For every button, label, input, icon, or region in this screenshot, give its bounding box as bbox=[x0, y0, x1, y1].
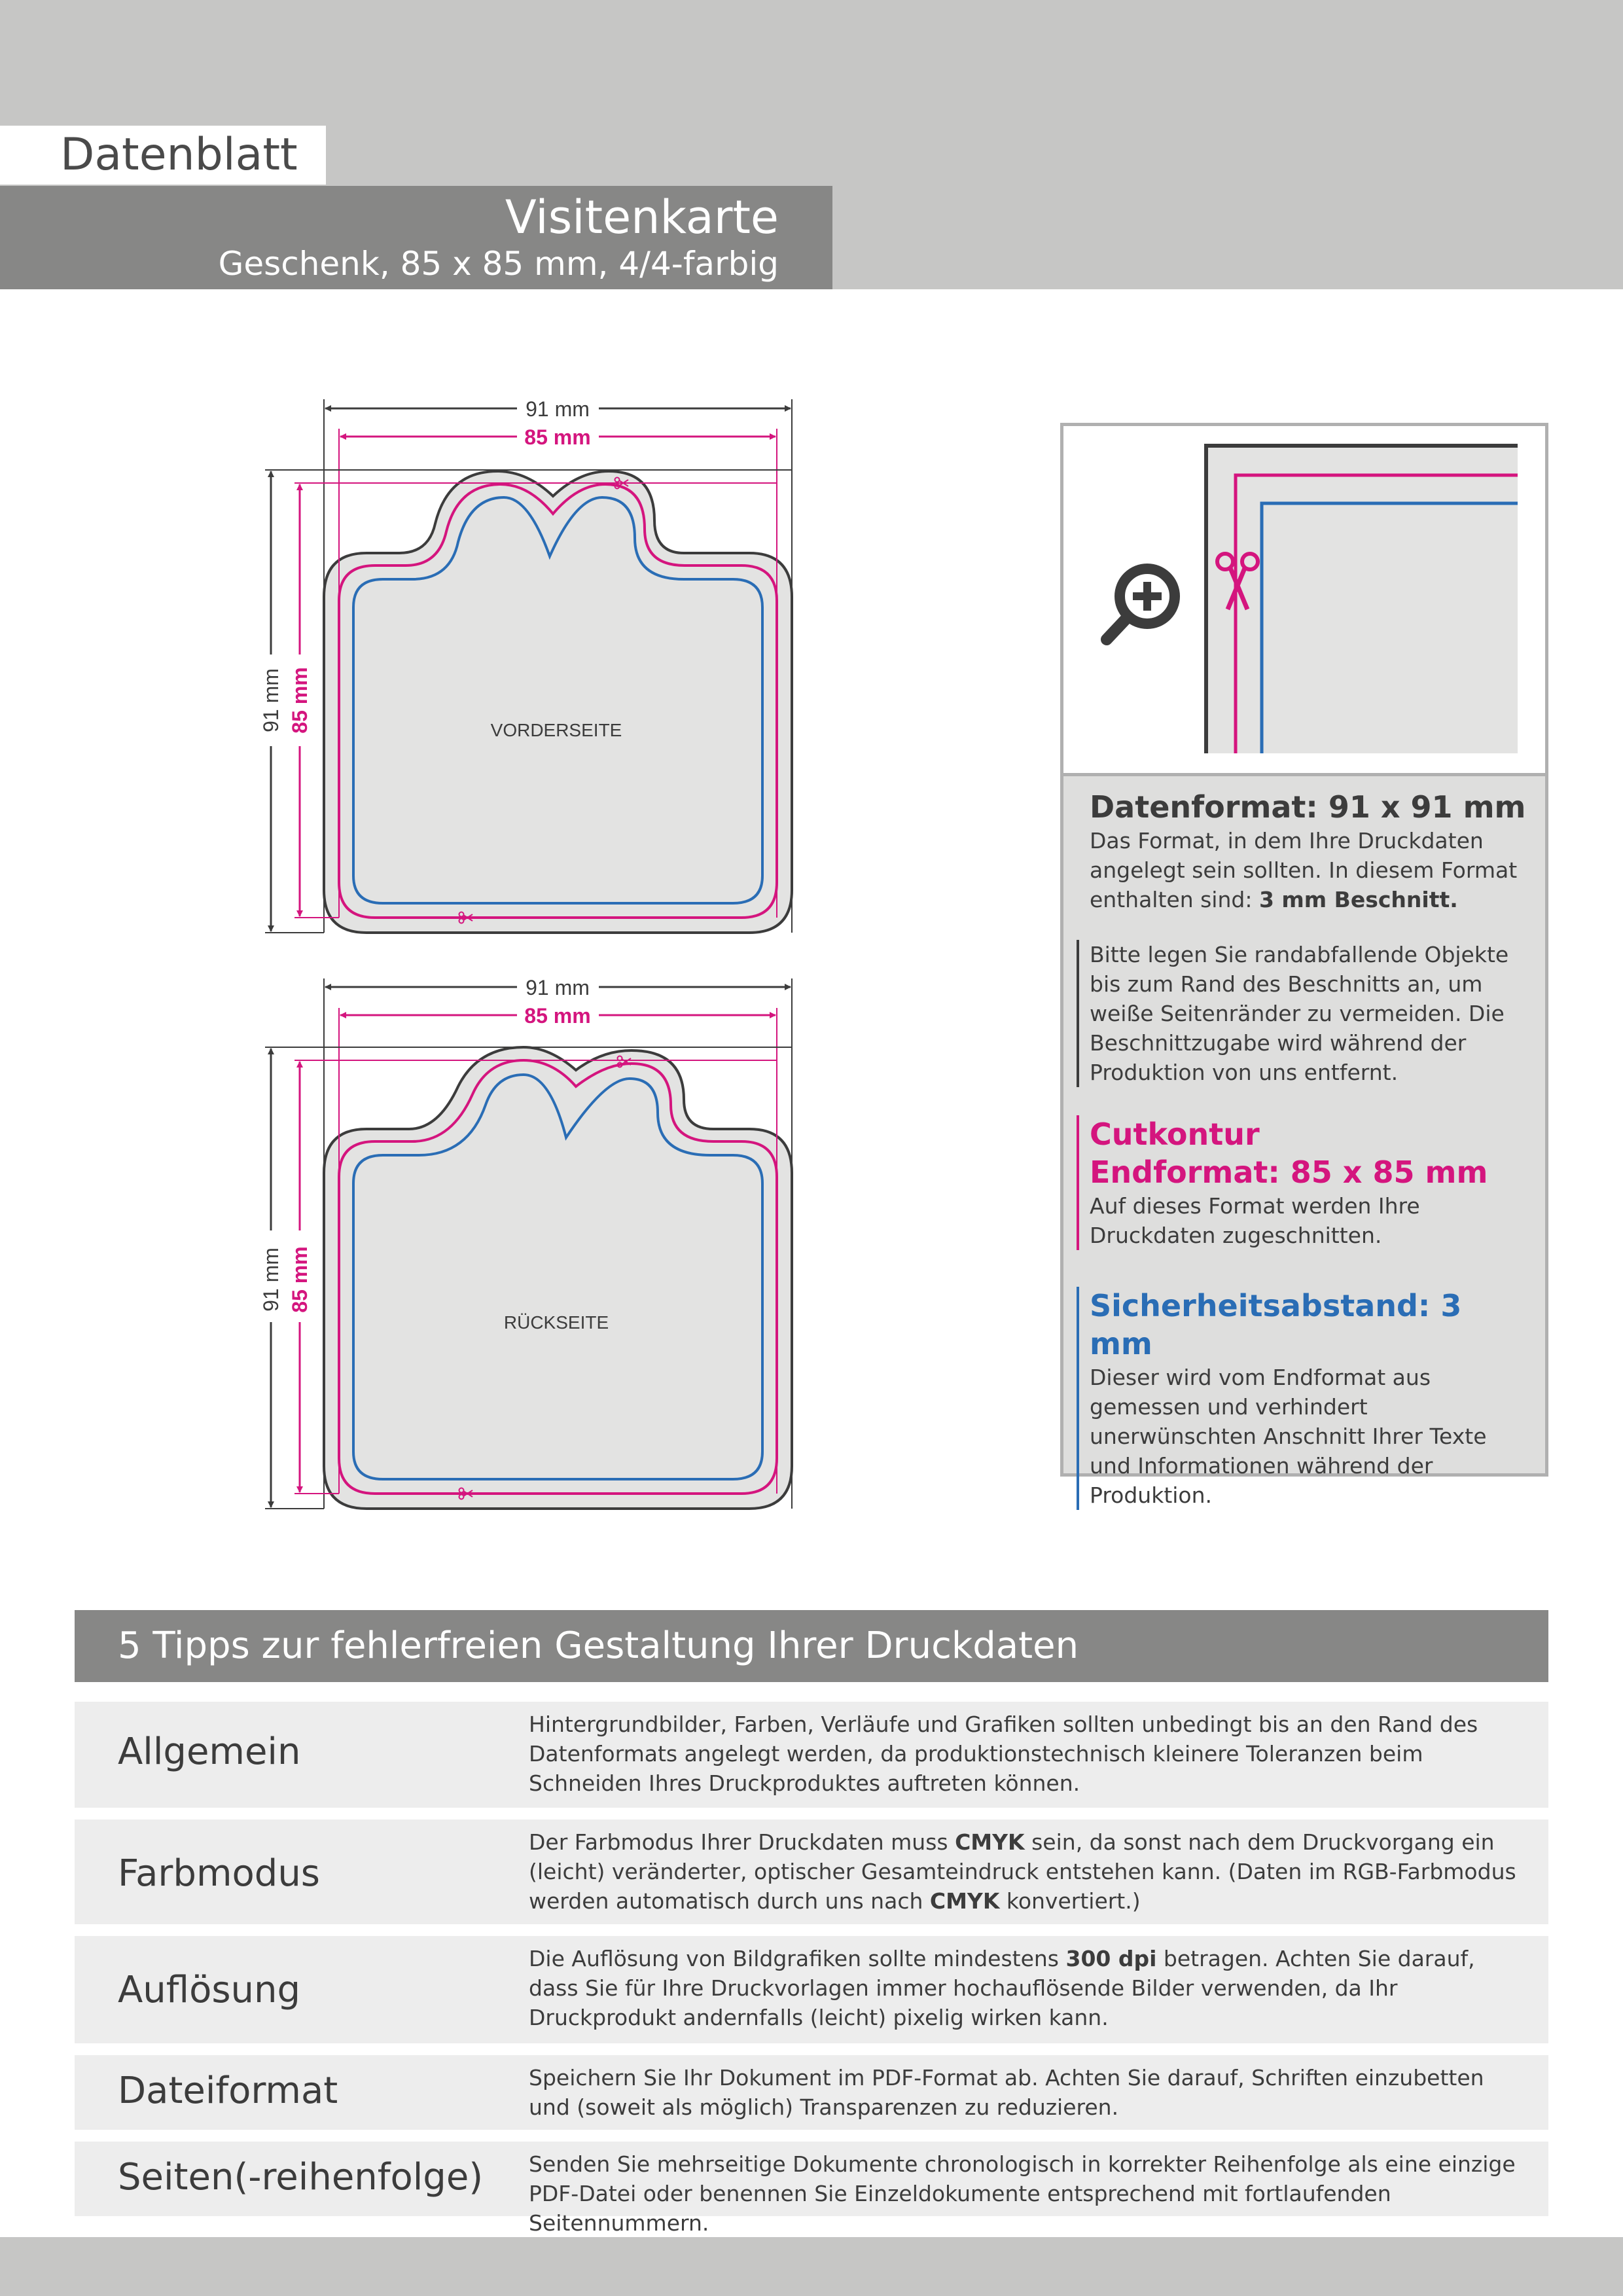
cut-contour-title: Cutkontur bbox=[1090, 1117, 1260, 1152]
data-format-title: Datenformat: 91 x 91 mm bbox=[1090, 789, 1526, 825]
tip-label: Seiten(-reihenfolge) bbox=[118, 2156, 484, 2198]
cut-contour-block bbox=[1090, 1115, 1528, 1250]
tip-row-file-format bbox=[75, 2055, 1548, 2130]
safety-block bbox=[1090, 1287, 1528, 1510]
data-format-text: Das Format, in dem Ihre Druckdaten angelegt sein sollten. In diesem Format enthalten sind: 3 mm Beschnitt. bbox=[1090, 828, 1518, 912]
tip-label: Auflösung bbox=[118, 1969, 301, 2011]
front-card bbox=[259, 397, 792, 933]
tips-header: 5 Tipps zur fehlerfreien Gestaltung Ihrer Druckdaten bbox=[75, 1610, 1548, 1682]
back-card bbox=[259, 976, 792, 1509]
safety-text: Dieser wird vom Endformat aus gemessen und verhindert unerwünschten Anschnitt Ihrer Texte und Informationen während der Produktion. bbox=[1090, 1365, 1487, 1508]
zoom-detail bbox=[1063, 426, 1545, 776]
info-panel bbox=[1060, 423, 1548, 1508]
bleed-text: Bitte legen Sie randabfallende Objekte bis zum Rand des Beschnitts an, um weiße Seitenränder zu vermeiden. Die Beschnittzugabe wird während der Produktion von uns entfernt. bbox=[1077, 940, 1528, 1087]
tip-text: Die Auflösung von Bildgrafiken sollte mindestens 300 dpi betragen. Achten Sie darauf, dass Sie für Ihre Druckvorlagen immer hochauflösende Bilder verwenden, da Ihr Druckprodukt andernfalls (leicht) pixelig wirken kann. bbox=[529, 1946, 1475, 2030]
tip-row-pages bbox=[75, 2142, 1548, 2236]
front-width-inner: 85 mm bbox=[524, 425, 591, 449]
tip-row-resolution bbox=[75, 1936, 1548, 2043]
front-height-inner: 85 mm bbox=[288, 667, 312, 734]
final-format-title: Endformat: 85 x 85 mm bbox=[1090, 1155, 1488, 1190]
back-width-outer: 91 mm bbox=[526, 976, 590, 999]
tip-text: Hintergrundbilder, Farben, Verläufe und Grafiken sollten unbedingt bis an den Rand des Datenformats angelegt werden, da produktionstechnisch kleinere Toleranzen beim Schneiden Ihres Druckproduktes auftreten können. bbox=[529, 1712, 1478, 1796]
tip-row-color-mode bbox=[75, 1820, 1548, 1924]
back-width-inner: 85 mm bbox=[524, 1004, 591, 1028]
back-side-label: RÜCKSEITE bbox=[503, 1312, 609, 1333]
tip-text: Senden Sie mehrseitige Dokumente chronologisch in korrekter Reihenfolge als eine einzige PDF-Datei oder benennen Sie Einzeldokumente entsprechend mit fortlaufenden Seitennummern. bbox=[529, 2151, 1516, 2236]
corner-detail-graphic bbox=[1063, 426, 1545, 773]
front-width-outer: 91 mm bbox=[526, 397, 590, 421]
tip-label: Dateiformat bbox=[118, 2070, 338, 2112]
tip-text: Speichern Sie Ihr Dokument im PDF-Format ab. Achten Sie darauf, Schriften einzubetten und (soweit als möglich) Transparenzen zu reduzieren. bbox=[529, 2065, 1484, 2120]
back-height-inner: 85 mm bbox=[288, 1246, 312, 1313]
footer-band bbox=[0, 2237, 1623, 2296]
product-title: Visitenkarte bbox=[505, 190, 779, 244]
back-height-outer: 91 mm bbox=[259, 1247, 283, 1312]
tip-row-general bbox=[75, 1702, 1548, 1808]
tip-label: Allgemein bbox=[118, 1731, 301, 1773]
tip-text: Der Farbmodus Ihrer Druckdaten muss CMYK sein, da sonst nach dem Druckvorgang ein (leicht) veränderter, optischer Gesamteindruck entstehen kann. (Daten im RGB-Farbmodus werden automatisch durch uns nach CMYK konvertiert.) bbox=[529, 1829, 1516, 1914]
bleed-block bbox=[1090, 940, 1528, 1087]
zoom-in-icon bbox=[1107, 569, 1175, 639]
info-legend bbox=[1063, 776, 1545, 1508]
safety-title: Sicherheitsabstand: 3 mm bbox=[1090, 1288, 1462, 1361]
document-type-label: Datenblatt bbox=[0, 126, 326, 185]
front-side-label: VORDERSEITE bbox=[490, 720, 622, 740]
cut-contour-text: Auf dieses Format werden Ihre Druckdaten zugeschnitten. bbox=[1090, 1193, 1420, 1248]
tip-label: Farbmodus bbox=[118, 1852, 320, 1895]
back-bleed-shape bbox=[324, 1047, 792, 1509]
product-subtitle: Geschenk, 85 x 85 mm, 4/4-farbig bbox=[218, 245, 779, 283]
front-height-outer: 91 mm bbox=[259, 668, 283, 732]
data-format-block bbox=[1090, 788, 1528, 914]
